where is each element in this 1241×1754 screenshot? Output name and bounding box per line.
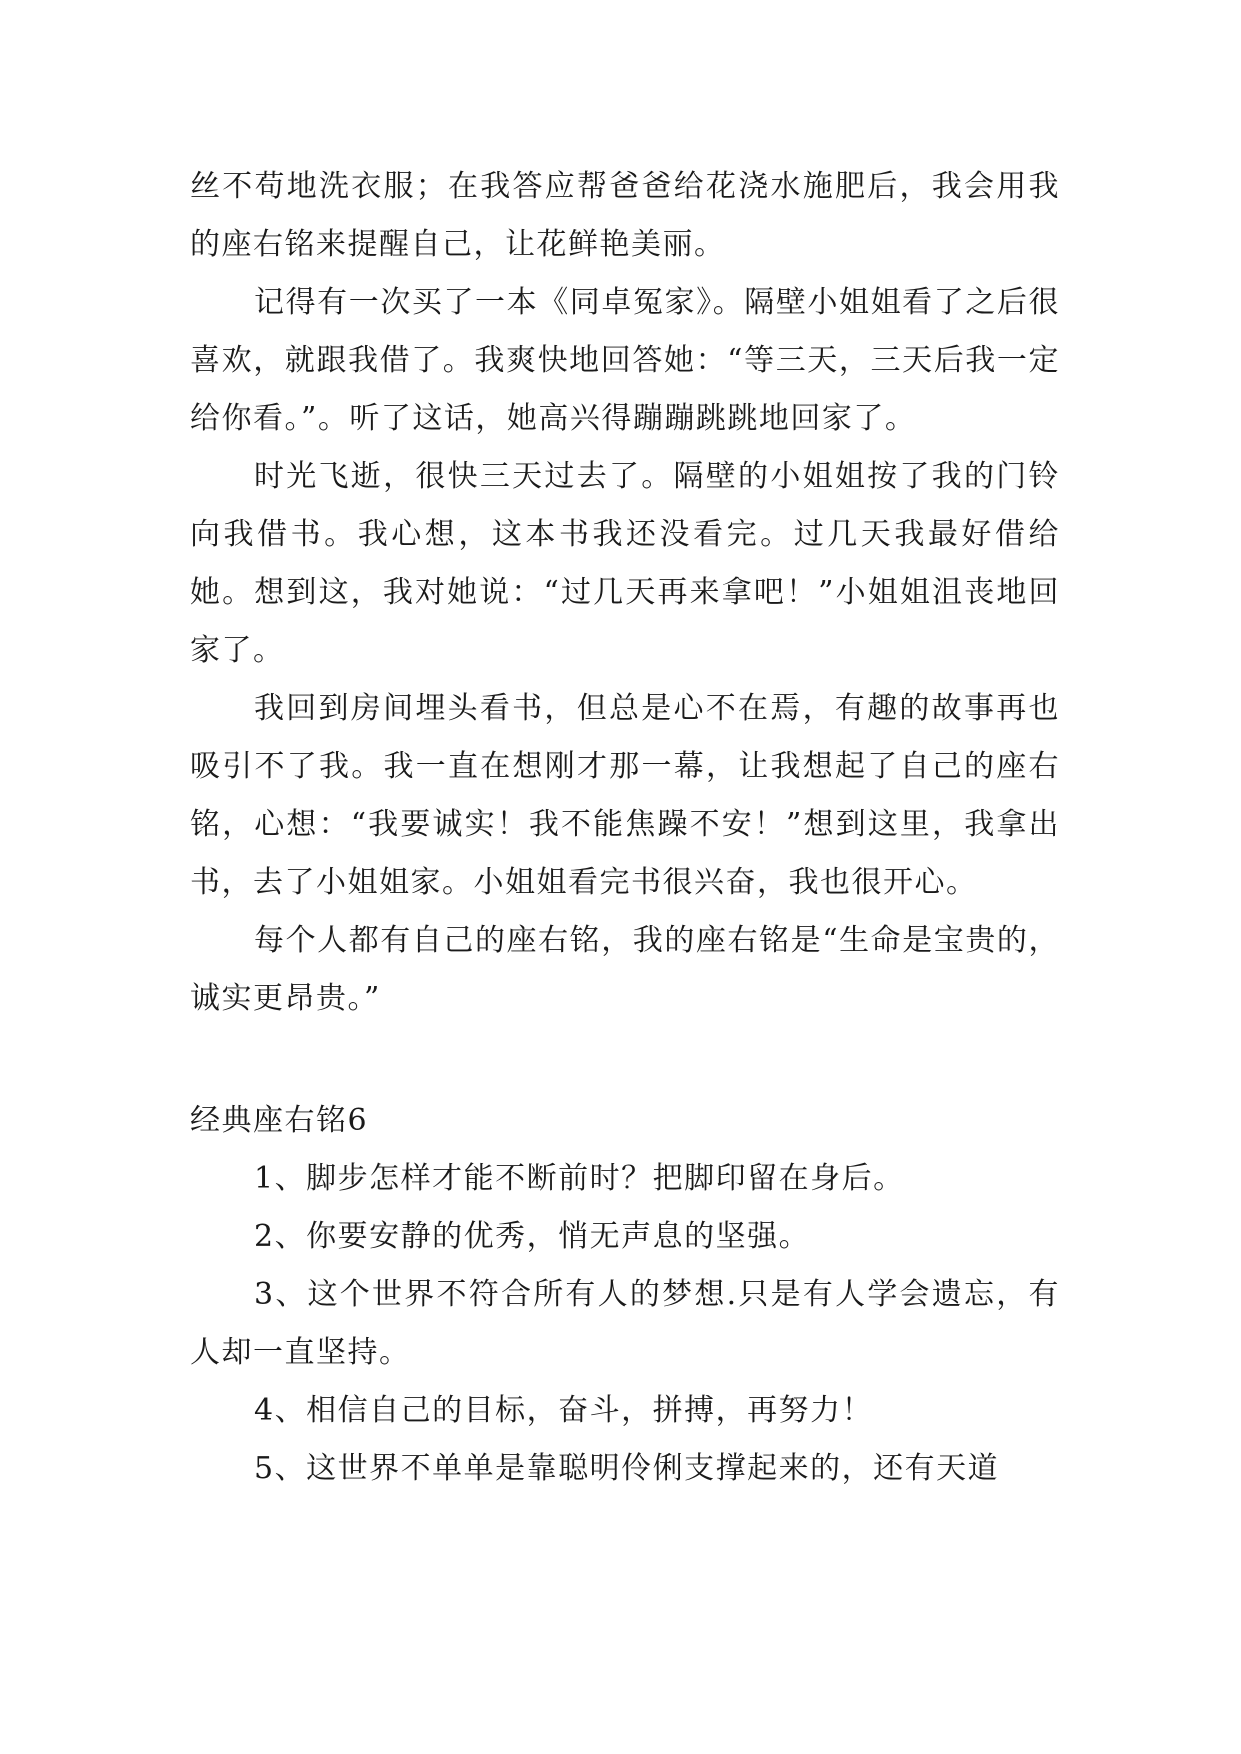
- paragraph-borrowed-book: 记得有一次买了一本《同卓冤家》。隔壁小姐姐看了之后很喜欢，就跟我借了。我爽快地回答她：“等三天，三天后我一定给你看。”。听了这话，她高兴得蹦蹦跳跳地回家了。: [190, 285, 1060, 436]
- list-item: 3、这个世界不符合所有人的梦想.只是有人学会遗忘，有人却一直坚持。: [190, 1277, 1060, 1370]
- list-item: 4、相信自己的目标，奋斗，拼搏，再努力！: [254, 1393, 874, 1428]
- list-item: 5、这世界不单单是靠聪明伶俐支撑起来的，还有天道: [254, 1451, 1000, 1486]
- list-item: 1、脚步怎样才能不断前时？把脚印留在身后。: [254, 1161, 905, 1196]
- paragraph-reflection: 我回到房间埋头看书，但总是心不在焉，有趣的故事再也吸引不了我。我一直在想刚才那一幕，让我想起了自己的座右铭，心想：“我要诚实！我不能焦躁不安！”想到这里，我拿出书，去了小姐姐家。小姐姐看完书很兴奋，我也很开心。: [190, 691, 1060, 900]
- paragraph-three-days-later: 时光飞逝，很快三天过去了。隔壁的小姐姐按了我的门铃向我借书。我心想，这本书我还没看完。过几天我最好借给她。想到这，我对她说：“过几天再来拿吧！”小姐姐沮丧地回家了。: [190, 459, 1060, 668]
- section-gap: [190, 1028, 1060, 1092]
- document-content: [190, 158, 1060, 1498]
- paragraph-continued: 丝不苟地洗衣服；在我答应帮爸爸给花浇水施肥后，我会用我的座右铭来提醒自己，让花鲜艳美丽。: [190, 169, 1060, 262]
- section-heading: 经典座右铭6: [190, 1103, 369, 1138]
- paragraph-conclusion: 每个人都有自己的座右铭，我的座右铭是“生命是宝贵的，诚实更昂贵。”: [190, 923, 1060, 1016]
- list-item: 2、你要安静的优秀，悄无声息的坚强。: [254, 1219, 811, 1254]
